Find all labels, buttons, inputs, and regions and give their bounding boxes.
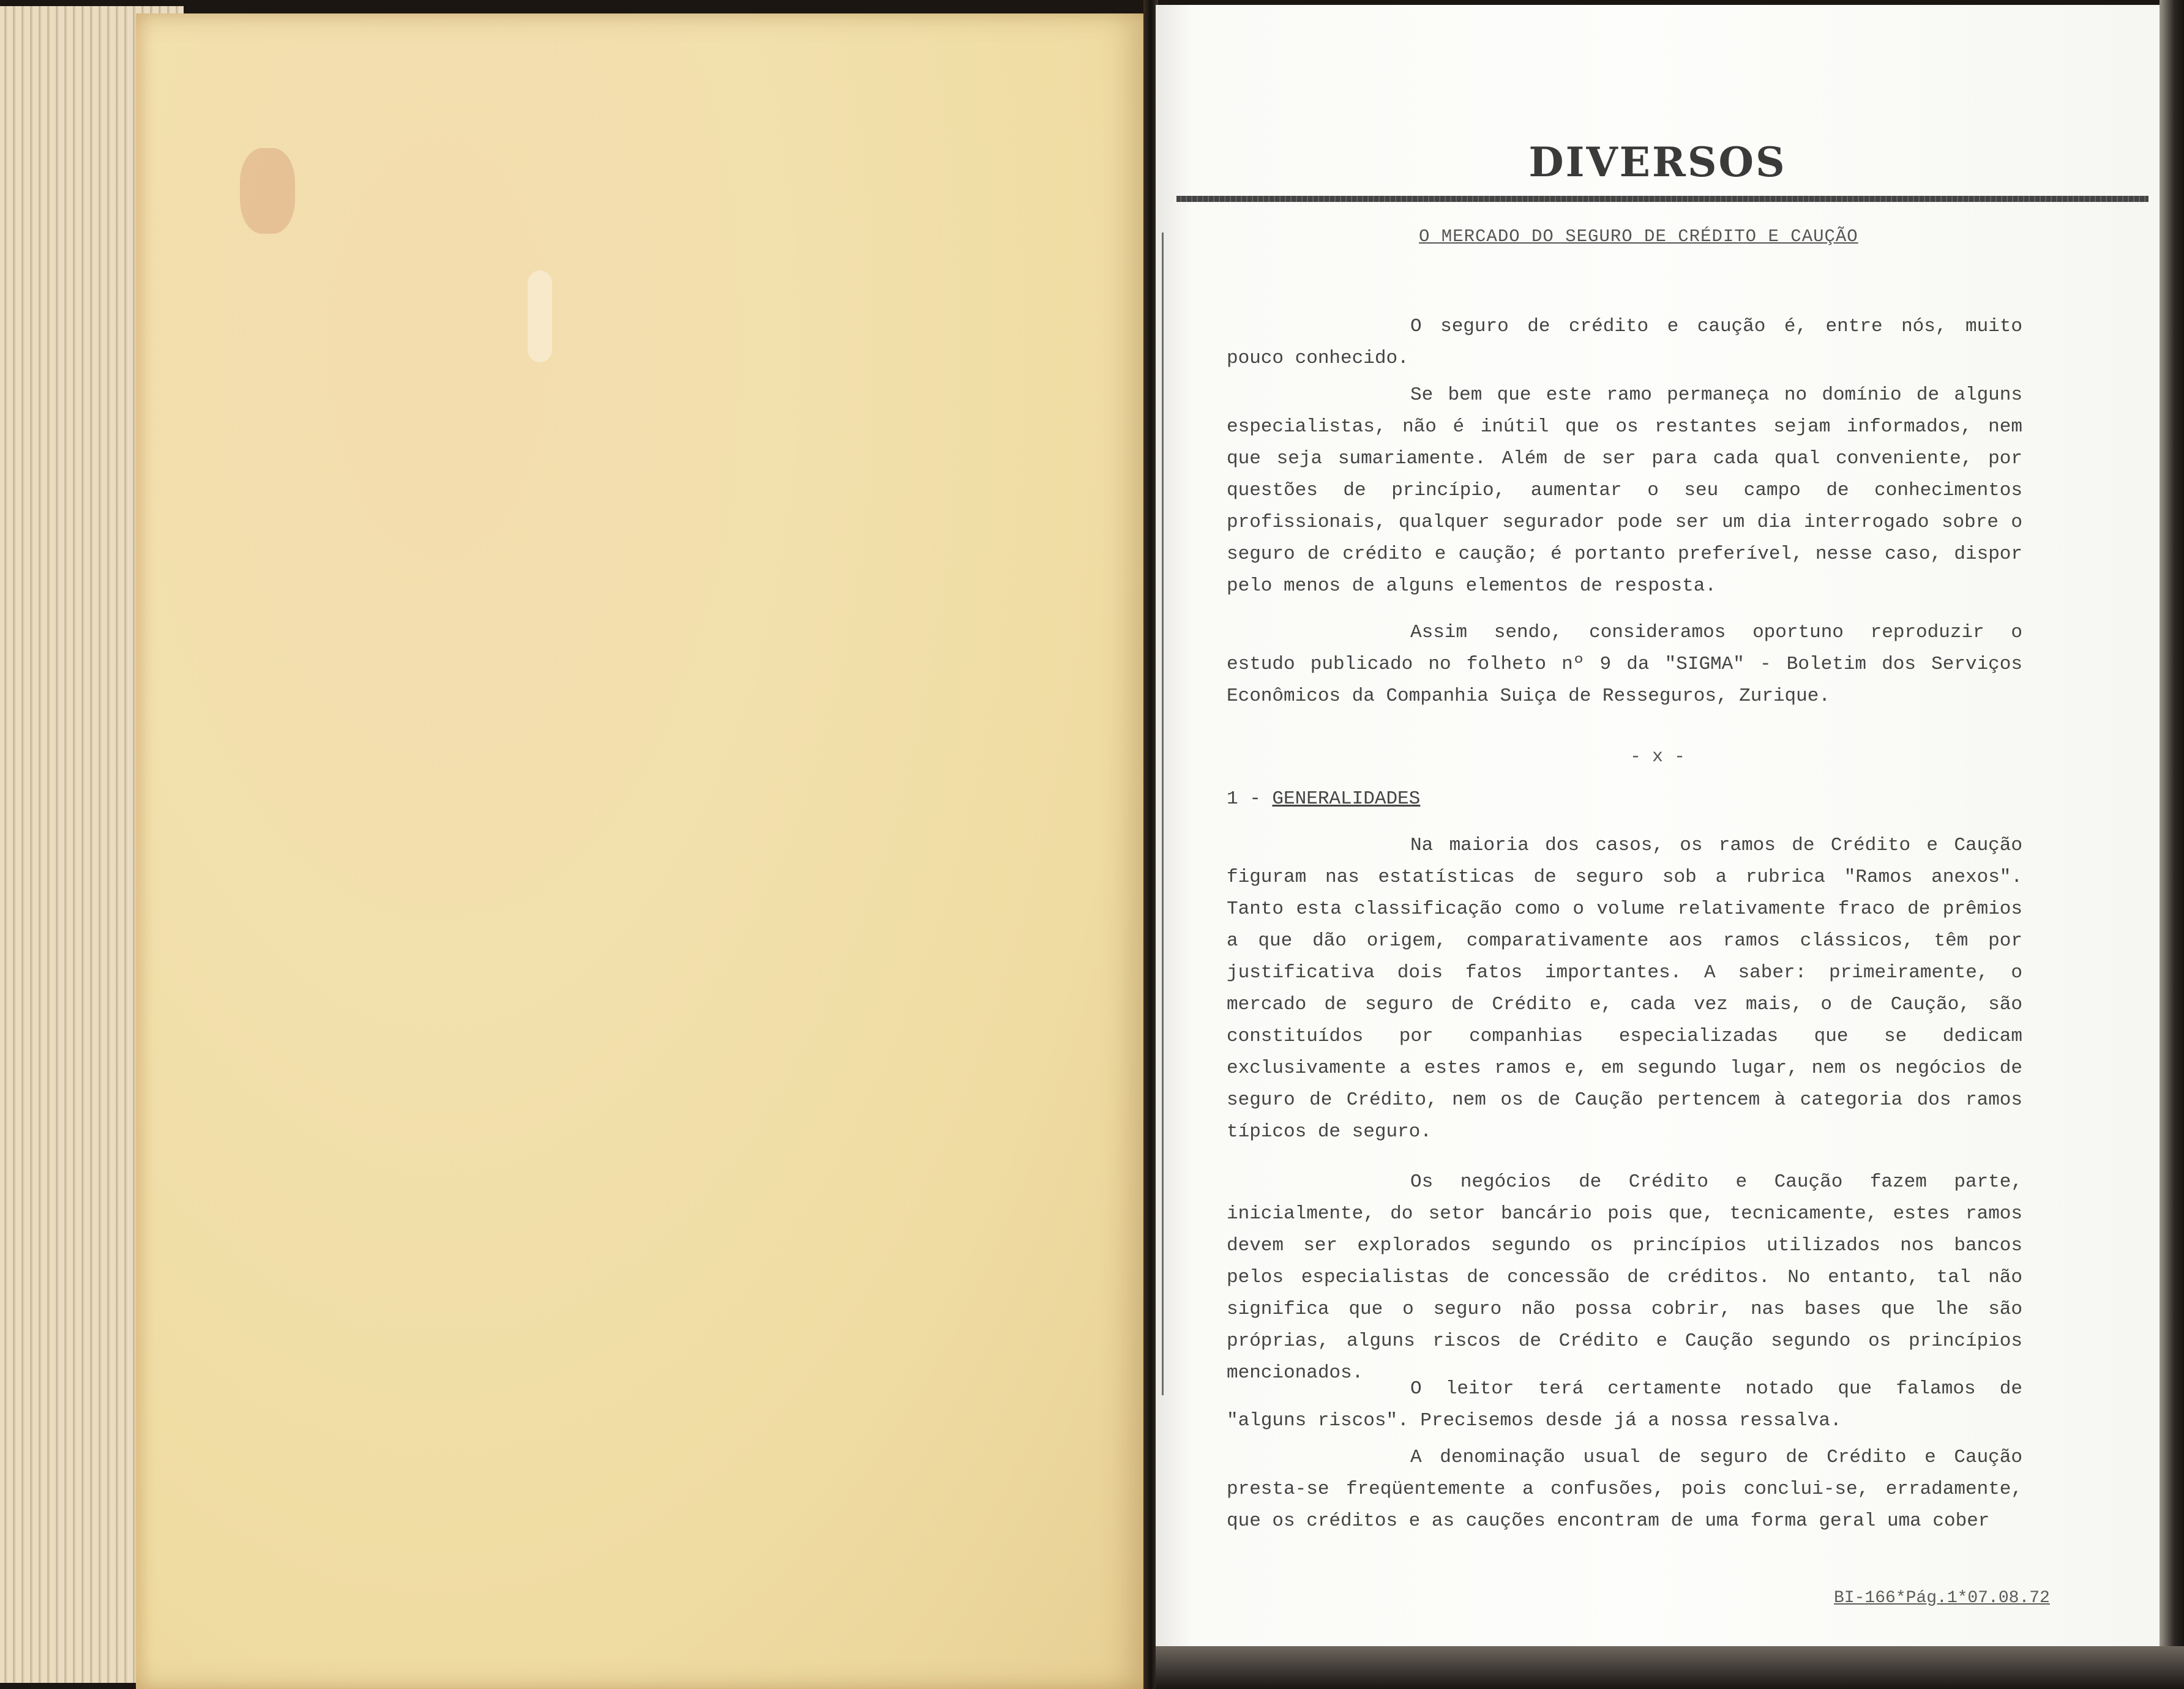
section-number: 1 - xyxy=(1227,788,1261,810)
paper-stain xyxy=(240,148,295,234)
paragraph: Na maioria dos casos, os ramos de Crédito e Caução figuram nas estatísticas de seguro sob a rubrica "Ramos anexos". Tanto esta classificação como o volume relativamente fraco de prêmios a que dão origem, comparativamente aos ramos clássicos, têm por justificativa dois fatos importantes. A saber: primeiramente, o mercado de seguro de Crédito e, cada vez mais, o de Caução, são constituídos por companhias especializadas que se dedicam exclusivamente a estes ramos e, em segundo lugar, nem os negócios de seguro de Crédito, nem os de Caução pertencem à categoria dos ramos típicos de seguro. xyxy=(1227,835,2022,1143)
separator: - x - xyxy=(1629,747,1685,767)
article-title: O MERCADO DO SEGURO DE CRÉDITO E CAUÇÃO xyxy=(1419,226,1858,247)
section-heading-text: GENERALIDADES xyxy=(1272,788,1421,810)
book-right-edge xyxy=(2160,0,2184,1689)
paragraph: Se bem que este ramo permaneça no domínio de alguns especialistas, não é inútil que os restantes sejam informados, nem que seja sumariamente. Além de ser para cada qual conveniente, por questões de princípio, aumentar o seu campo de conhecimentos profissionais, qualquer segurador pode ser um dia interrogado sobre o seguro de crédito e caução; é portanto preferível, nesse caso, dispor pelo menos de alguns elementos de resposta. xyxy=(1227,384,2022,597)
paragraph: O leitor terá certamente notado que falamos de "alguns riscos". Precisemos desde já a nossa ressalva. xyxy=(1227,1378,2022,1431)
page-footer: BI-166*Pág.1*07.08.72 xyxy=(1834,1589,2050,1608)
paragraph: Os negócios de Crédito e Caução fazem parte, inicialmente, do setor bancário pois que, tecnicamente, estes ramos devem ser explorados segundo os princípios utilizados nos bancos pelos especialistas de concessão de créditos. No entanto, tal não significa que o seguro não possa cobrir, nas bases que lhe são próprias, alguns riscos de Crédito e Caução segundo os princípios mencionados. xyxy=(1227,1171,2022,1384)
section-title: DIVERSOS xyxy=(1528,138,1787,186)
book-bottom-shadow xyxy=(1156,1646,2184,1689)
margin-rule xyxy=(1162,233,1164,1395)
paragraph: Assim sendo, consideramos oportuno reproduzir o estudo publicado no folheto nº 9 da "SIGMA" - Boletim dos Serviços Econômicos da Companhia Suiça de Resseguros, Zurique. xyxy=(1227,622,2022,707)
paper-show-through xyxy=(528,270,552,362)
paragraph: A denominação usual de seguro de Crédito e Caução presta-se freqüentemente a confusões, pois conclui-se, erradamente, que os créditos e as cauções encontram de uma forma geral uma cober xyxy=(1227,1447,2022,1532)
title-rule xyxy=(1176,196,2148,202)
right-page xyxy=(1156,5,2160,1651)
left-page-blank xyxy=(136,13,1147,1689)
paragraph: O seguro de crédito e caução é, entre nós, muito pouco conhecido. xyxy=(1227,316,2022,369)
section-heading xyxy=(1227,788,1420,810)
